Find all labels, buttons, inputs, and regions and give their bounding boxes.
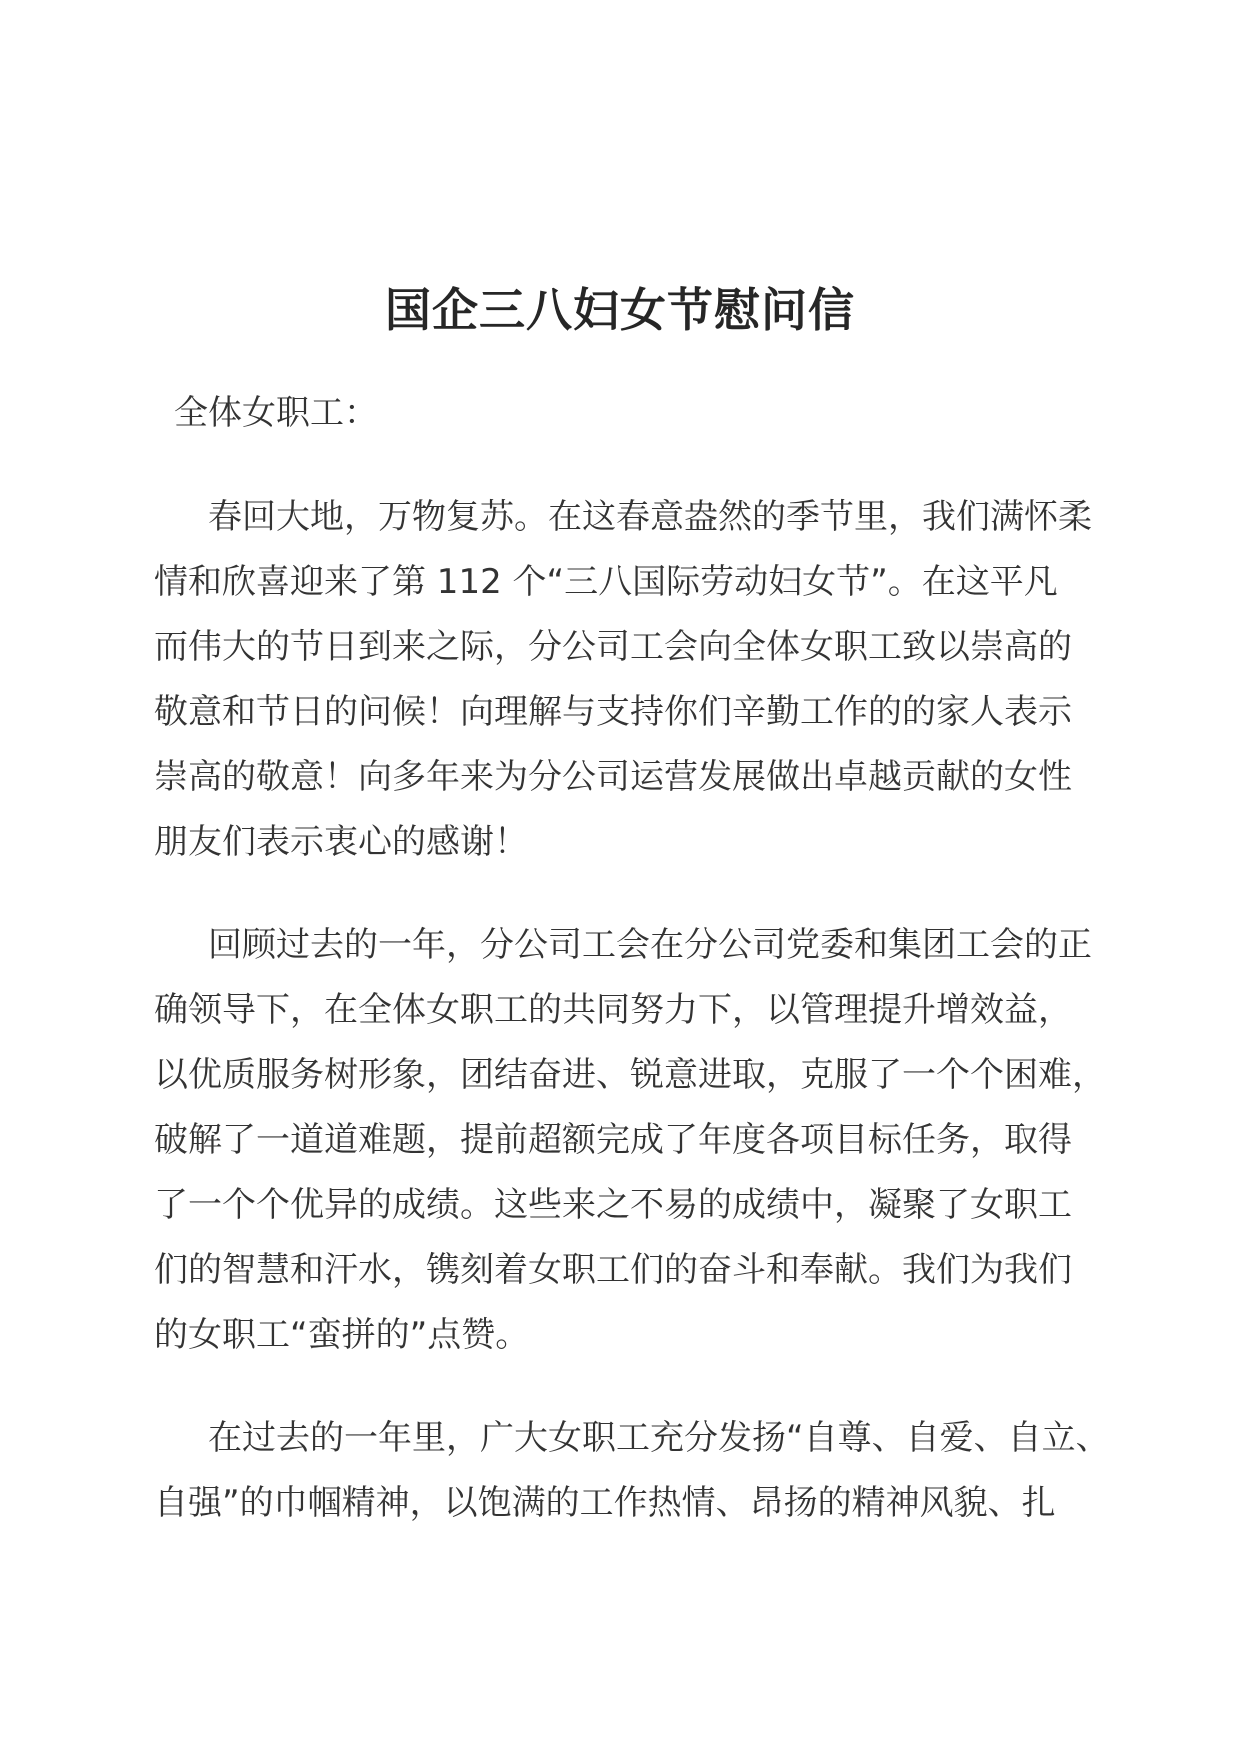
paragraph-1 bbox=[154, 485, 1094, 875]
document-title: 国企三八妇女节慰问信 bbox=[385, 283, 855, 337]
paragraph-line: 敬意和节日的问候！向理解与支持你们辛勤工作的的家人表示 bbox=[154, 692, 1072, 732]
paragraph-line: 自强”的巾帼精神，以饱满的工作热情、昂扬的精神风貌、扎 bbox=[154, 1483, 1056, 1523]
paragraph-line: 回顾过去的一年，分公司工会在分公司党委和集团工会的正 bbox=[208, 925, 1092, 965]
paragraph-line: 春回大地，万物复苏。在这春意盎然的季节里，我们满怀柔 bbox=[208, 497, 1092, 537]
paragraph-line: 情和欣喜迎来了第 112 个“三八国际劳动妇女节”。在这平凡 bbox=[154, 562, 1058, 602]
salutation: 全体女职工： bbox=[174, 393, 378, 433]
paragraph-line: 而伟大的节日到来之际，分公司工会向全体女职工致以崇高的 bbox=[154, 627, 1072, 667]
paragraph-line: 破解了一道道难题，提前超额完成了年度各项目标任务，取得 bbox=[154, 1120, 1072, 1160]
paragraph-line: 朋友们表示衷心的感谢！ bbox=[154, 822, 528, 862]
paragraph-line: 在过去的一年里，广大女职工充分发扬“自尊、自爱、自立、 bbox=[208, 1418, 1110, 1458]
paragraph-3 bbox=[154, 1406, 1110, 1536]
paragraph-line: 崇高的敬意！向多年来为分公司运营发展做出卓越贡献的女性 bbox=[154, 757, 1072, 797]
paragraph-2 bbox=[154, 913, 1106, 1368]
paragraph-line: 的女职工“蛮拼的”点赞。 bbox=[154, 1315, 530, 1355]
paragraph-line: 们的智慧和汗水，镌刻着女职工们的奋斗和奉献。我们为我们 bbox=[154, 1250, 1072, 1290]
paragraph-line: 了一个个优异的成绩。这些来之不易的成绩中，凝聚了女职工 bbox=[154, 1185, 1072, 1225]
paragraph-line: 以优质服务树形象，团结奋进、锐意进取，克服了一个个困难， bbox=[154, 1055, 1106, 1095]
paragraph-line: 确领导下，在全体女职工的共同努力下，以管理提升增效益， bbox=[154, 990, 1072, 1030]
